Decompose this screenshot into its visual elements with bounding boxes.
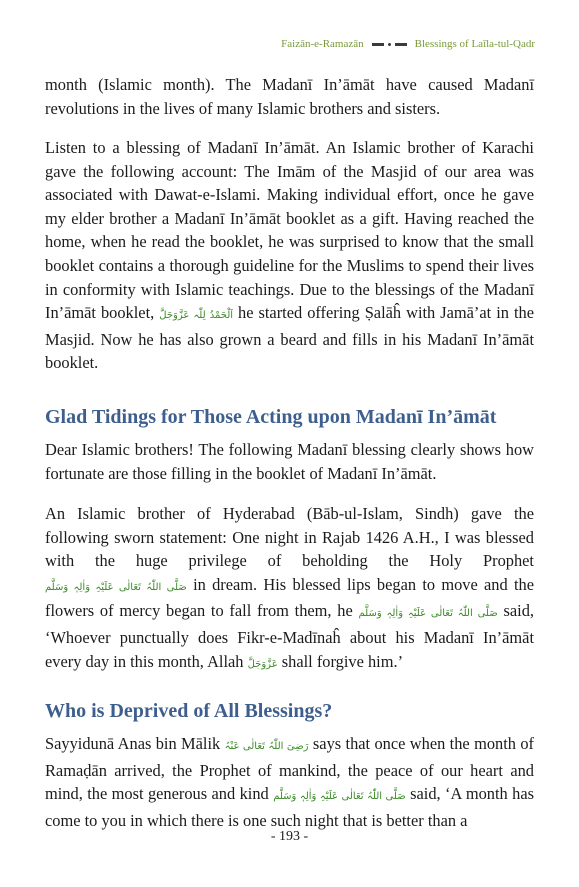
section-heading-deprived: Who is Deprived of All Blessings? (45, 700, 333, 722)
arabic-salawat: صَلَّی اللّٰہُ تَعَالٰی عَلَیْہِ وَاٰلِہٖ وَسَلَّم (45, 581, 187, 593)
arabic-salawat: صَلَّی اللّٰہُ تَعَالٰی عَلَیْہِ وَاٰلِہٖ وَسَلَّم (273, 791, 406, 803)
header-separator (372, 43, 407, 46)
section-heading-glad-tidings: Glad Tidings for Those Acting upon Madanī In’āmāt (45, 406, 497, 428)
paragraph-4: An Islamic brother of Hyderabad (Bāb-ul-Islam, Sindh) gave the following sworn statement: One night in Rajab 1426 A.H., I was blessed with the huge privilege of beholding the Holy Prophet صَلَّی اللّٰہُ تَعَالٰی عَلَیْہِ وَاٰلِہٖ وَسَلَّم in dream. His blessed lips began to move and the flowers of mercy began to fall from them, he صَلَّی اللّٰہُ تَعَالٰی عَلَیْہِ وَاٰلِہٖ وَسَلَّم said, ‘Whoever punctually does Fikr-e-Madīnaĥ about his Madanī In’āmāt every day in this month, Allah عَزَّوَجَلَّ shall forgive him.’ (45, 504, 534, 671)
paragraph-2: Listen to a blessing of Madanī In’āmāt. An Islamic brother of Karachi gave the following account: The Imām of the Masjid of our area was associated with Dawat-e-Islami. Making individual effort, once he gave my elder brother a Madanī In’āmāt booklet as a gift. Having reached the home, when he read the booklet, he was surprised to know that the small booklet contains a thorough guideline for the Muslims to spend their lives in conformity with Islamic teachings. Due to the blessings of the Madanī In’āmāt booklet, اَلْحَمْدُ لِلّٰہ عَزَّوَجَلَّ he started offering Ṣalāĥ with Jamā’at in the Masjid. Now he has also grown a beard and fills in his Madanī In’āmāt booklet. (45, 138, 534, 373)
arabic-alhamdulillah: اَلْحَمْدُ لِلّٰہ عَزَّوَجَلَّ (159, 310, 234, 322)
arabic-salawat: صَلَّی اللّٰہُ تَعَالٰی عَلَیْہِ وَاٰلِہٖ وَسَلَّم (358, 608, 498, 620)
paragraph-5: Sayyidunā Anas bin Mālik رَضِیَ اللّٰہُ تَعَالٰی عَنْہُ says that once when the month of Ramaḍān arrived, the Prophet of mankind, the peace of our heart and mind, the most generous and kind صَلَّی اللّٰہُ تَعَالٰی عَلَیْہِ وَاٰلِہٖ وَسَلَّم said, ‘A month has come to you in which there is one such night that is better than a (45, 734, 535, 830)
arabic-radi-allah: رَضِیَ اللّٰہُ تَعَالٰی عَنْہُ (224, 741, 309, 752)
book-title: Faizān-e-Ramazān (281, 38, 364, 50)
paragraph-1: month (Islamic month). The Madanī In’āmāt have caused Madanī revolutions in the lives of many Islamic brothers and sisters. (45, 75, 534, 118)
chapter-title: Blessings of Laīla-tul-Qadr (414, 38, 535, 50)
running-header (281, 38, 535, 50)
paragraph-3: Dear Islamic brothers! The following Madanī blessing clearly shows how fortunate are those filling in the booklet of Madanī In’āmāt. (45, 440, 534, 483)
arabic-azza-wa-jal: عَزَّوَجَلَّ (247, 658, 278, 670)
page-number: - 193 - (270, 829, 309, 844)
